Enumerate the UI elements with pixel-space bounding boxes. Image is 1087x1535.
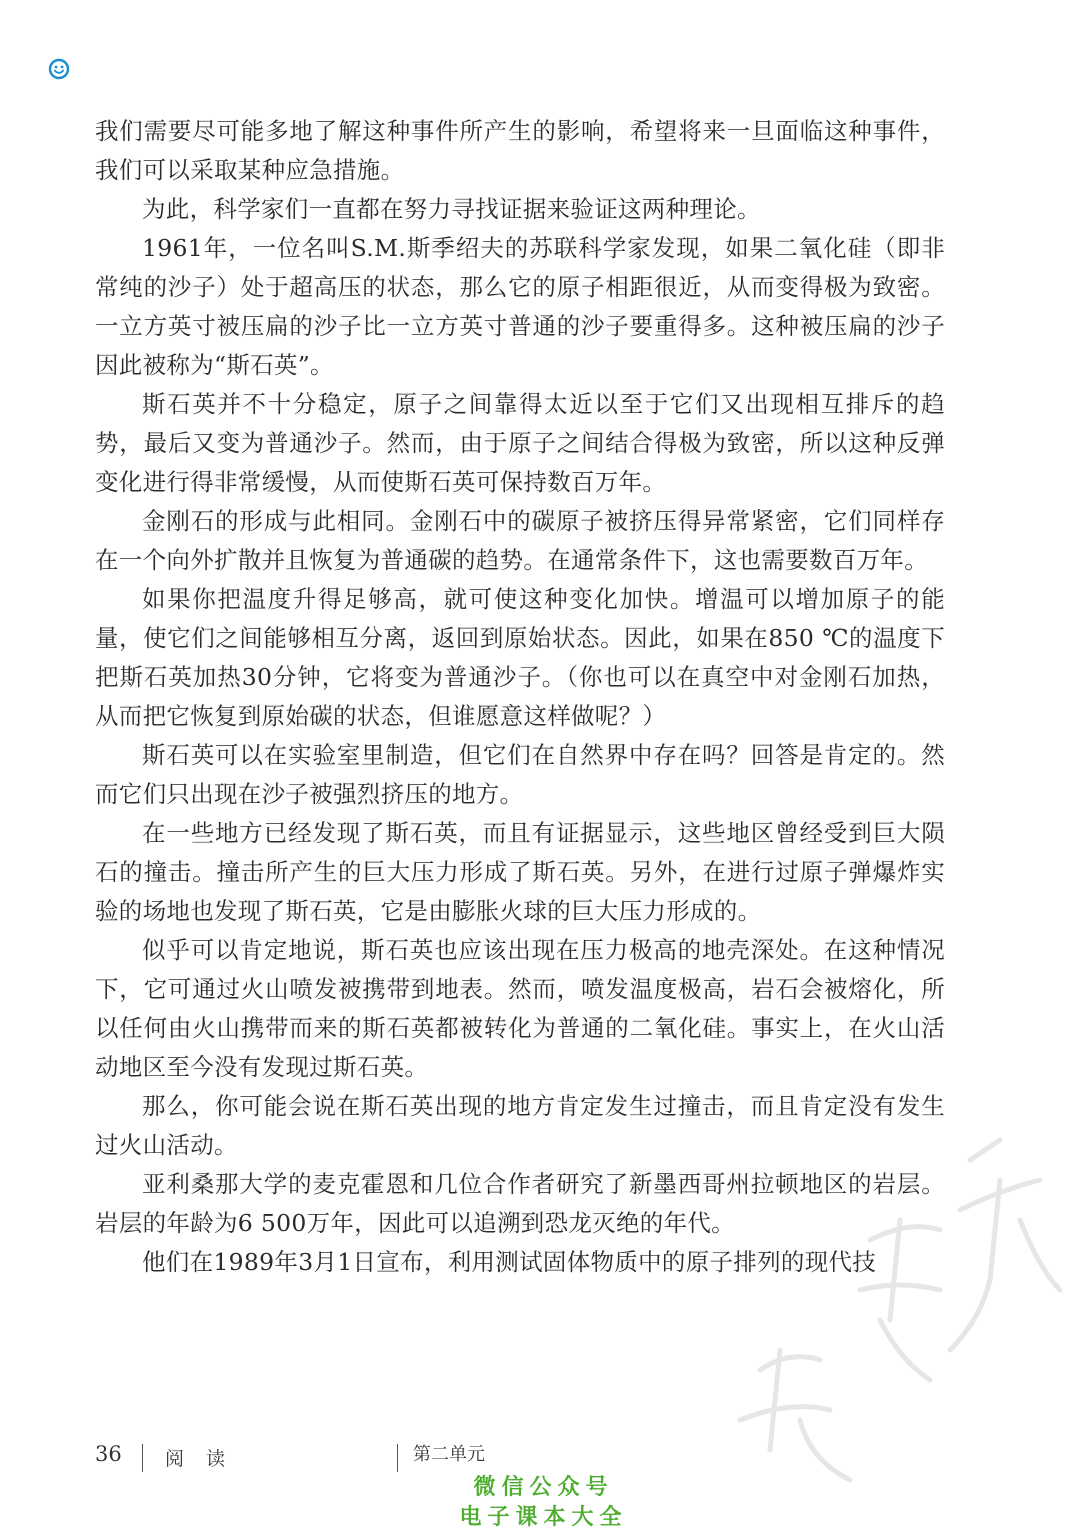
footer-divider (142, 1444, 143, 1472)
paragraph: 亚利桑那大学的麦克霍恩和几位合作者研究了新墨西哥州拉顿地区的岩层。岩层的年龄为6 500万年，因此可以追溯到恐龙灭绝的年代。 (95, 1170, 945, 1237)
paragraph: 我们需要尽可能多地了解这种事件所产生的影响，希望将来一旦面临这种事件，我们可以采取某种应急措施。 (95, 117, 945, 184)
paragraph: 似乎可以肯定地说，斯石英也应该出现在压力极高的地壳深处。在这种情况下，它可通过火山喷发被携带到地表。然而，喷发温度极高，岩石会被熔化，所以任何由火山携带而来的斯石英都被转化为普通的二氧化硅。事实上，在火山活动地区至今没有发现过斯石英。 (95, 936, 945, 1081)
promo-line-2: 电子课本大全 (459, 1505, 628, 1530)
paragraph: 斯石英并不十分稳定，原子之间靠得太近以至于它们又出现相互排斥的趋势，最后又变为普通沙子。然而，由于原子之间结合得极为致密，所以这种反弹变化进行得非常缓慢，从而使斯石英可保持数百万年。 (95, 390, 945, 496)
page-number: 36 (95, 1442, 122, 1466)
paragraph: 他们在1989年3月1日宣布，利用测试固体物质中的原子排列的现代技 (142, 1248, 877, 1276)
book-title: 阅 读 (165, 1448, 234, 1470)
paragraph: 为此，科学家们一直都在努力寻找证据来验证这两种理论。 (142, 195, 761, 223)
paragraph: 斯石英可以在实验室里制造，但它们在自然界中存在吗？回答是肯定的。然而它们只出现在沙子被强烈挤压的地方。 (95, 741, 945, 808)
paragraph: 那么，你可能会说在斯石英出现的地方肯定发生过撞击，而且肯定没有发生过火山活动。 (95, 1092, 945, 1159)
paragraph: 如果你把温度升得足够高，就可使这种变化加快。增温可以增加原子的能量，使它们之间能够相互分离，返回到原始状态。因此，如果在850 ℃的温度下把斯石英加热30分钟，它将变为普通沙子。（你也可以在真空中对金刚石加热，从而把它恢复到原始碳的状态，但谁愿意这样做呢？） (95, 585, 945, 730)
paragraph: 1961年，一位名叫S.M.斯季绍夫的苏联科学家发现，如果二氧化硅（即非常纯的沙子）处于超高压的状态，那么它的原子相距很近，从而变得极为致密。一立方英寸被压扁的沙子比一立方英寸普通的沙子要重得多。这种被压扁的沙子因此被称为“斯石英”。 (95, 234, 945, 379)
paragraph: 金刚石的形成与此相同。金刚石中的碳原子被挤压得异常紧密，它们同样存在一个向外扩散并且恢复为普通碳的趋势。在通常条件下，这也需要数百万年。 (95, 507, 945, 574)
paragraph: 在一些地方已经发现了斯石英，而且有证据显示，这些地区曾经受到巨大陨石的撞击。撞击所产生的巨大压力形成了斯石英。另外，在进行过原子弹爆炸实验的场地也发现了斯石英，它是由膨胀火球的巨大压力形成的。 (95, 819, 945, 925)
promo-line-1: 微信公众号 (473, 1475, 614, 1500)
unit-name: 第二单元 (413, 1444, 485, 1465)
footer-divider (397, 1444, 398, 1472)
smiley-icon (48, 58, 70, 80)
article-body (95, 112, 945, 1282)
